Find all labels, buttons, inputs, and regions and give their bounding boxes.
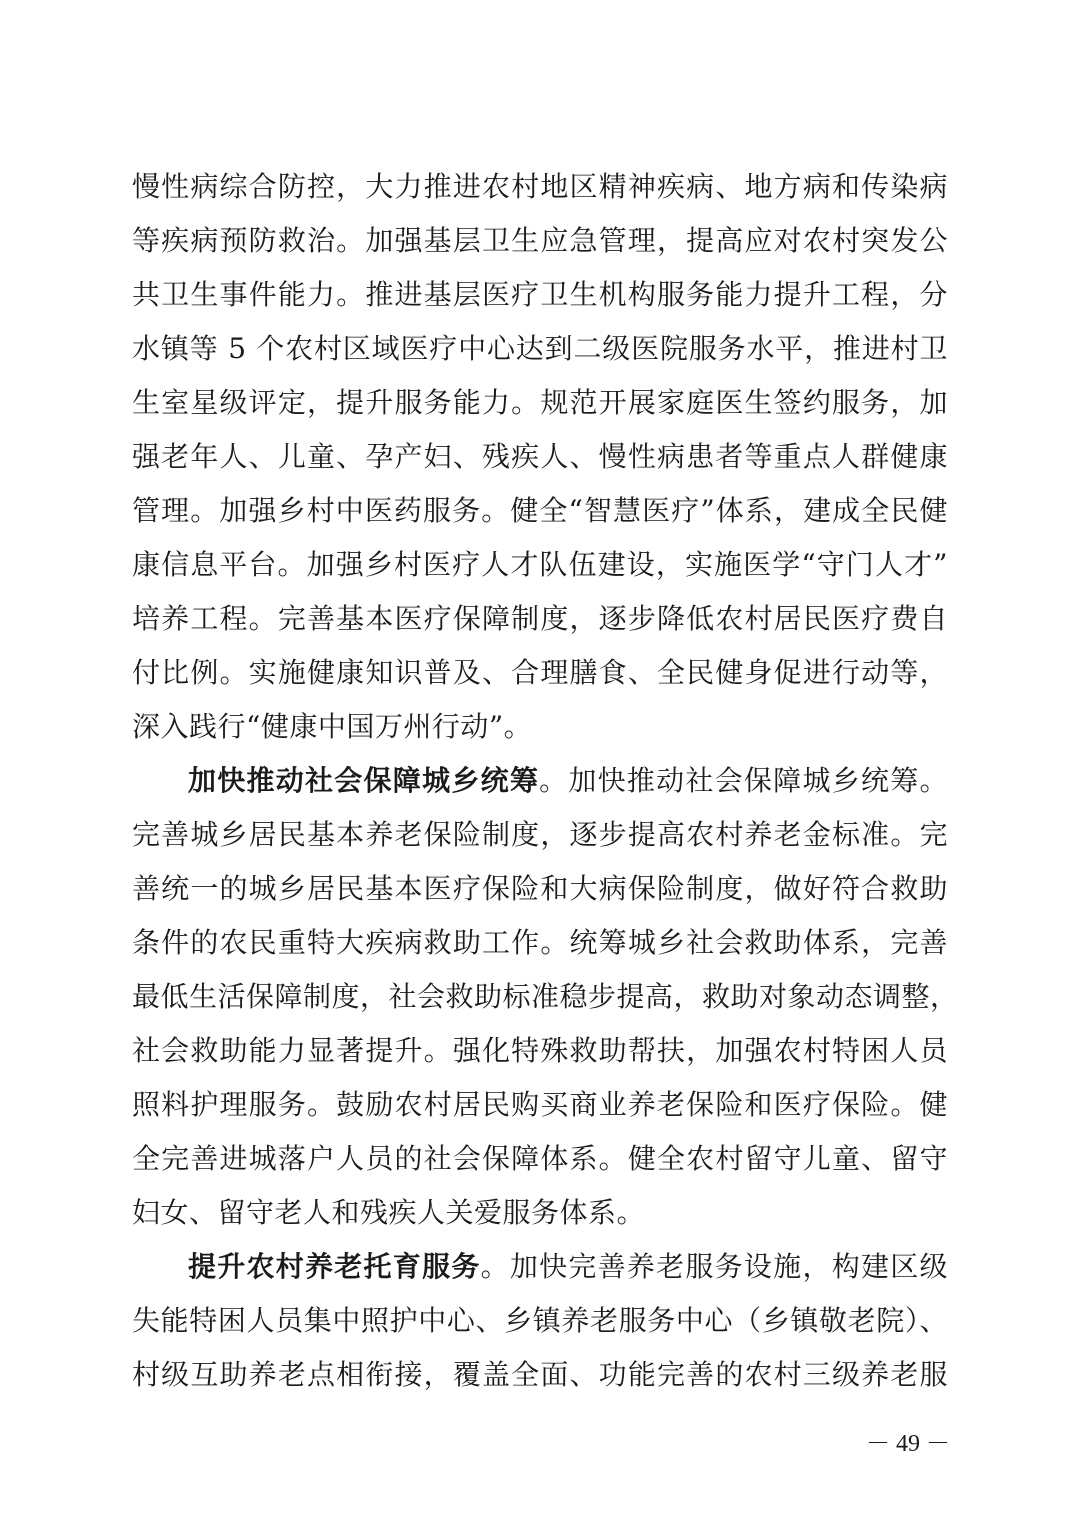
- text-line: 水镇等 5 个农村区域医疗中心达到二级医院服务水平，推进村卫: [132, 332, 948, 365]
- page-number: － 49 －: [866, 1431, 950, 1457]
- paragraph-first-line: [132, 1240, 948, 1294]
- text-line: 强老年人、儿童、孕产妇、残疾人、慢性病患者等重点人群健康: [132, 440, 948, 473]
- text-line: 共卫生事件能力。推进基层医疗卫生机构服务能力提升工程，分: [132, 278, 948, 311]
- text-line: 失能特困人员集中照护中心、乡镇养老服务中心（乡镇敬老院）、: [132, 1304, 948, 1337]
- text-line: 管理。加强乡村中医药服务。健全“智慧医疗”体系，建成全民健: [132, 494, 948, 527]
- text-run: 。加快完善养老服务设施，构建区级: [480, 1250, 948, 1283]
- body-text: [132, 160, 959, 1402]
- text-line: 照料护理服务。鼓励农村居民购买商业养老保险和医疗保险。健: [132, 1088, 948, 1121]
- text-line: 村级互助养老点相衔接，覆盖全面、功能完善的农村三级养老服: [132, 1358, 948, 1391]
- paragraph-first-line: [132, 754, 948, 808]
- text-line: 条件的农民重特大疾病救助工作。统筹城乡社会救助体系，完善: [132, 926, 948, 959]
- text-line: 培养工程。完善基本医疗保障制度，逐步降低农村居民医疗费自: [132, 602, 948, 635]
- text-line: 慢性病综合防控，大力推进农村地区精神疾病、地方病和传染病: [132, 170, 948, 203]
- text-line: 付比例。实施健康知识普及、合理膳食、全民健身促进行动等，: [132, 656, 948, 689]
- text-line: 等疾病预防救治。加强基层卫生应急管理，提高应对农村突发公: [132, 224, 948, 257]
- text-line: 善统一的城乡居民基本医疗保险和大病保险制度，做好符合救助: [132, 872, 948, 905]
- text-line: 深入践行“健康中国万州行动”。: [132, 710, 533, 743]
- paragraph-heading: 提升农村养老托育服务: [188, 1250, 481, 1283]
- text-line: 生室星级评定，提升服务能力。规范开展家庭医生签约服务，加: [132, 386, 948, 419]
- text-run: 。加快推动社会保障城乡统筹。: [539, 764, 948, 797]
- text-line: 全完善进城落户人员的社会保障体系。健全农村留守儿童、留守: [132, 1142, 948, 1175]
- paragraph-heading: 加快推动社会保障城乡统筹: [188, 764, 540, 797]
- text-line: 完善城乡居民基本养老保险制度，逐步提高农村养老金标准。完: [132, 818, 948, 851]
- text-line: 康信息平台。加强乡村医疗人才队伍建设，实施医学“守门人才”: [132, 548, 948, 581]
- text-line: 妇女、留守老人和残疾人关爱服务体系。: [132, 1196, 646, 1229]
- text-line: 社会救助能力显著提升。强化特殊救助帮扶，加强农村特困人员: [132, 1034, 948, 1067]
- text-line: 最低生活保障制度，社会救助标准稳步提高，救助对象动态调整，: [132, 980, 959, 1013]
